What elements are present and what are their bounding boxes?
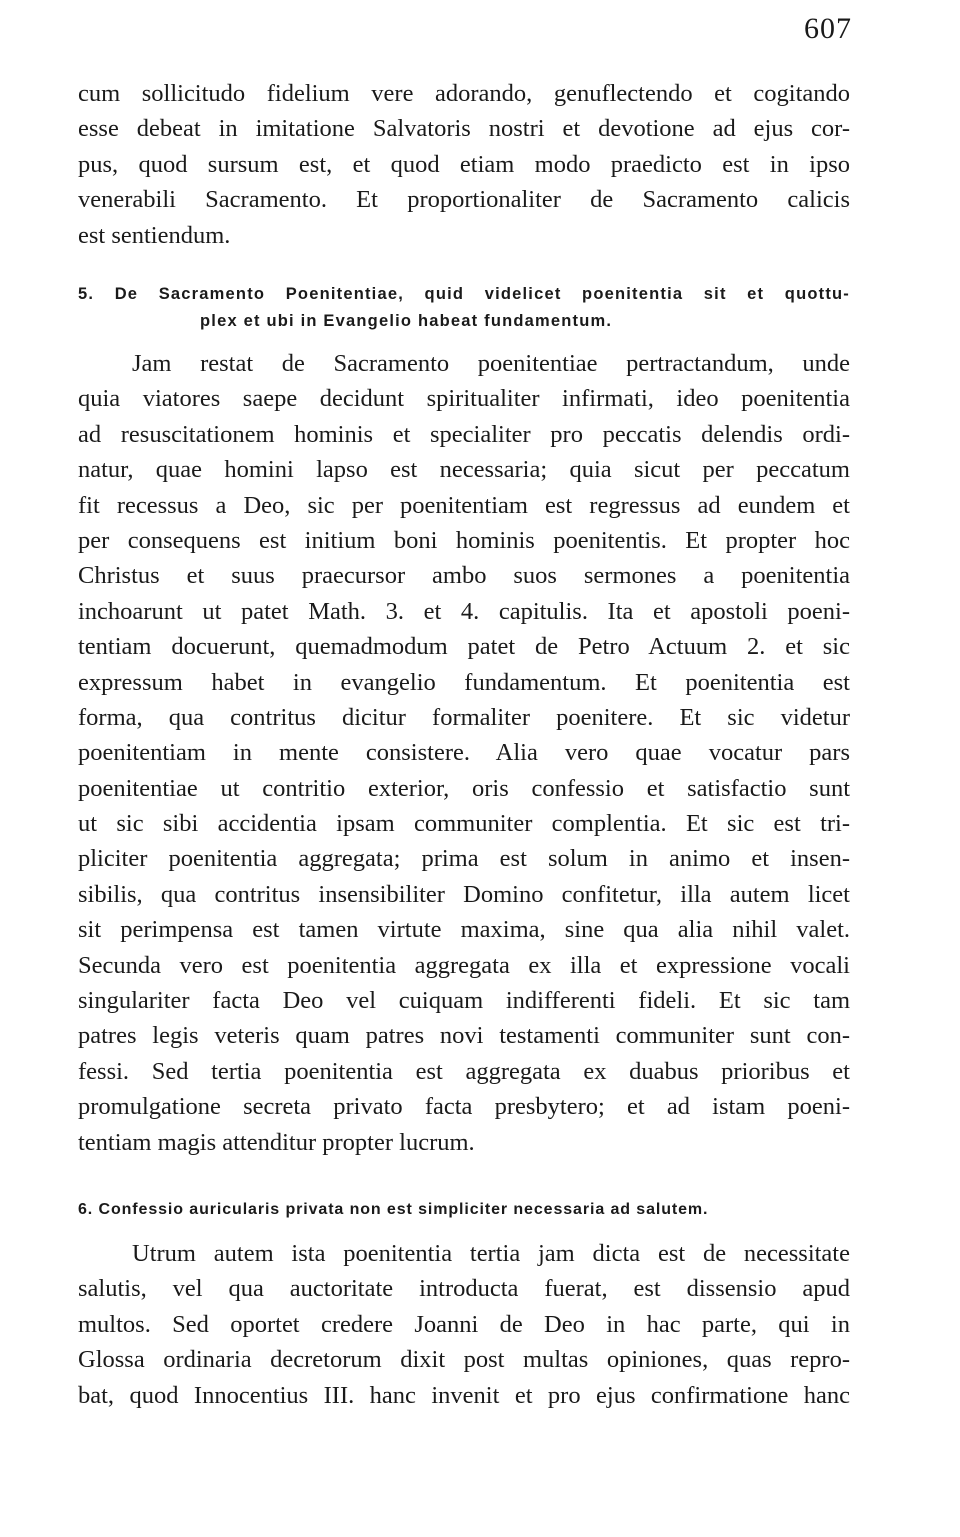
page-number: 607: [804, 12, 852, 45]
text-line: ut sic sibi accidentia ipsam communiter complentia. Et sic est tri-: [78, 810, 850, 838]
text-line: Glossa ordinaria decretorum dixit post multas opiniones, quas repro-: [78, 1346, 850, 1374]
heading-line: plex et ubi in Evangelio habeat fundamentum.: [200, 312, 613, 330]
text-line: Secunda vero est poenitentia aggregata ex illa et expressione vocali: [78, 951, 850, 979]
text-line: ad resuscitationem hominis et specialiter pro peccatis delendis ordi-: [78, 420, 850, 448]
paragraph-confessio: [78, 1236, 850, 1413]
text-line: esse debeat in imitatione Salvatoris nostri et devotione ad ejus cor-: [78, 115, 850, 143]
text-line: expressum habet in evangelio fundamentum. Et poenitentia est: [78, 668, 850, 696]
section-heading-6: [78, 1196, 850, 1223]
text-line: fit recessus a Deo, sic per poenitentiam est regressus ad eundem et: [78, 491, 850, 519]
text-line: tentiam docuerunt, quemadmodum patet de Petro Actuum 2. et sic: [78, 633, 850, 661]
text-line: per consequens est initium boni hominis poenitentis. Et propter hoc: [78, 526, 850, 554]
text-line: bat, quod Innocentius III. hanc invenit et pro ejus confirmatione hanc: [78, 1381, 850, 1409]
text-line: forma, qua contritus dicitur formaliter poenitere. Et sic videtur: [78, 703, 850, 731]
text-line: natur, quae homini lapso est necessaria; quia sicut per peccatum: [78, 456, 850, 484]
text-line: inchoarunt ut patet Math. 3. et 4. capitulis. Ita et apostoli poeni-: [78, 597, 850, 625]
heading-line: 5. De Sacramento Poenitentiae, quid videlicet poenitentia sit et quottu-: [78, 285, 850, 303]
text-line: multos. Sed oportet credere Joanni de Deo in hac parte, qui in: [78, 1310, 850, 1338]
text-line: cum sollicitudo fidelium vere adorando, genuflectendo et cogitando: [78, 80, 850, 107]
text-line: quia viatores saepe decidunt spiritualiter infirmati, ideo poenitentia: [78, 385, 850, 413]
text-line: poenitentiae ut contritio exterior, oris confessio et satisfactio sunt: [78, 774, 850, 802]
heading-line: 6. Confessio auricularis privata non est simpliciter necessaria ad salutem.: [78, 1201, 709, 1218]
text-line: Christus et suus praecursor ambo suos sermones a poenitentia: [78, 562, 850, 590]
text-line: singulariter facta Deo vel cuiquam indifferenti fideli. Et sic tam: [78, 987, 850, 1015]
text-line: sit perimpensa est tamen virtute maxima, sine qua alia nihil valet.: [78, 916, 850, 944]
text-line: promulgatione secreta privato facta presbytero; et ad istam poeni-: [78, 1093, 850, 1121]
paragraph-poenitentia: [78, 346, 850, 1160]
text-line: Jam restat de Sacramento poenitentiae pertractandum, unde: [132, 350, 850, 377]
text-line: patres legis veteris quam patres novi testamenti communiter sunt con-: [78, 1022, 850, 1050]
text-line: pliciter poenitentia aggregata; prima est solum in animo et insen-: [78, 845, 850, 873]
text-line: fessi. Sed tertia poenitentia est aggregata ex duabus prioribus et: [78, 1057, 850, 1085]
text-line: pus, quod sursum est, et quod etiam modo praedicto est in ipso: [78, 150, 850, 178]
section-heading-5: [78, 281, 850, 335]
text-line: poenitentiam in mente consistere. Alia vero quae vocatur pars: [78, 739, 850, 767]
text-line: salutis, vel qua auctoritate introducta fuerat, est dissensio apud: [78, 1275, 850, 1303]
paragraph-closing-eucharist: [78, 76, 850, 253]
text-line: Utrum autem ista poenitentia tertia jam dicta est de necessitate: [132, 1240, 850, 1267]
text-line: tentiam magis attenditur propter lucrum.: [78, 1128, 475, 1156]
text-line: sibilis, qua contritus insensibiliter Domino confitetur, illa autem licet: [78, 880, 850, 908]
text-line: venerabili Sacramento. Et proportionaliter de Sacramento calicis: [78, 186, 850, 214]
text-line: est sentiendum.: [78, 221, 231, 249]
